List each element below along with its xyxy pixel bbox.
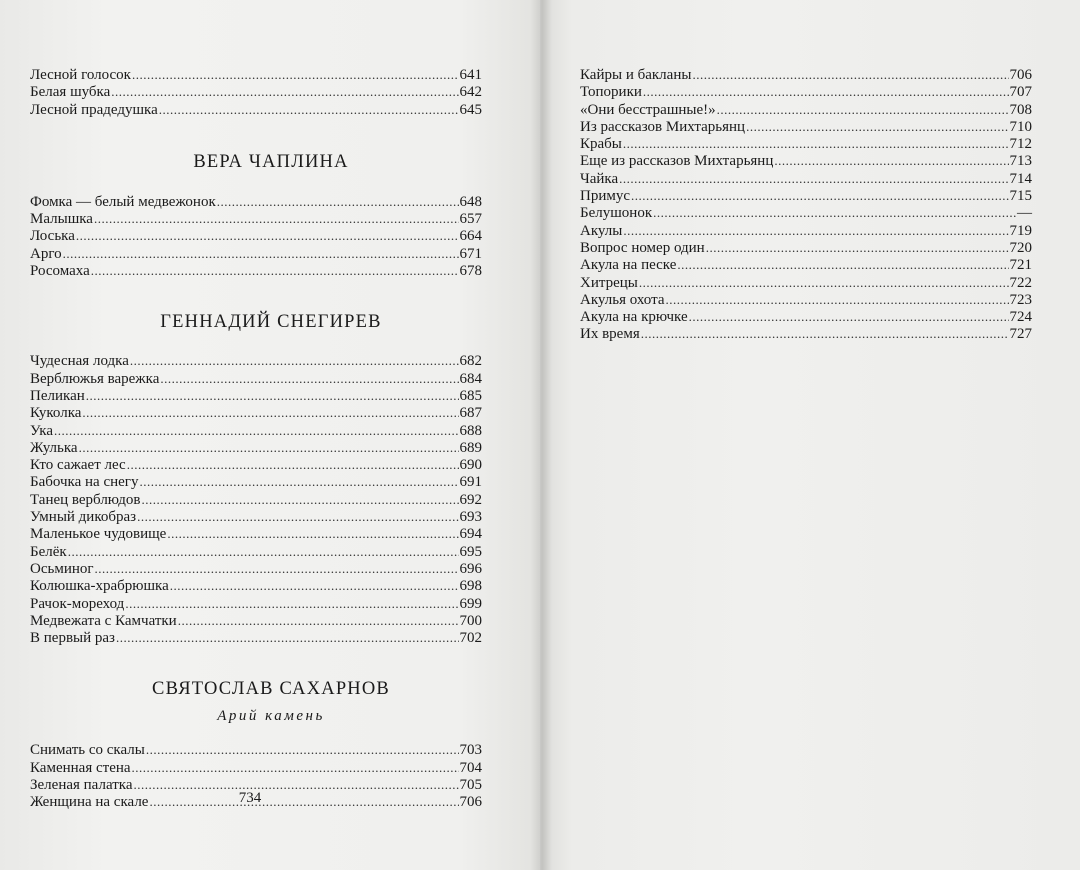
- toc-entry: [30, 595, 482, 612]
- leader-dots: [665, 291, 1008, 308]
- entry-page: 715: [1009, 188, 1032, 205]
- entry-page: 695: [459, 543, 482, 560]
- leader-dots: [641, 325, 1009, 342]
- toc-entry: [30, 629, 482, 646]
- author-heading: ВЕРА ЧАПЛИНА: [193, 151, 349, 172]
- entry-page: 707: [1009, 84, 1032, 101]
- leader-dots: [146, 741, 459, 758]
- entry-page: 708: [1009, 101, 1032, 118]
- toc-entry: [30, 612, 482, 629]
- entry-title: «Они бесстрашные!»: [580, 101, 716, 118]
- entry-page: 693: [459, 509, 482, 526]
- toc-entry: [580, 152, 1032, 169]
- entry-title: Акула на песке: [580, 257, 677, 274]
- leader-dots: [717, 101, 1009, 118]
- toc-entry: [30, 404, 482, 421]
- entry-title: Верблюжья варежка: [30, 370, 160, 387]
- entry-title: Медвежата с Камчатки: [30, 612, 177, 629]
- entry-page: 712: [1009, 136, 1032, 153]
- entry-title: Куколка: [30, 405, 82, 422]
- toc-entry: [580, 187, 1032, 204]
- entry-page: 721: [1009, 257, 1032, 274]
- toc-entry: [30, 66, 482, 83]
- entry-page: 703: [459, 742, 482, 759]
- leader-dots: [159, 101, 459, 118]
- entry-page: 698: [459, 578, 482, 595]
- toc-entry: [30, 370, 482, 387]
- leader-dots: [137, 508, 458, 525]
- leader-dots: [619, 170, 1008, 187]
- entry-title: Жулька: [30, 439, 78, 456]
- entry-page: 678: [459, 263, 482, 280]
- left-toc-column: [30, 66, 482, 811]
- entry-title: Лесной голосок: [30, 67, 131, 83]
- toc-entry: [580, 274, 1032, 291]
- entry-title: Танец верблюдов: [30, 491, 141, 508]
- leader-dots: [111, 83, 458, 100]
- toc-entry: [30, 227, 482, 244]
- leader-dots: [689, 308, 1009, 325]
- toc-entry: [30, 491, 482, 508]
- leader-dots: [217, 193, 459, 210]
- entry-page: 687: [459, 405, 482, 422]
- toc-entry: [580, 118, 1032, 135]
- entry-title: Фомка — белый медвежонок: [30, 193, 216, 210]
- toc-entry: [30, 387, 482, 404]
- entry-title: Кайры и бакланы: [580, 67, 692, 83]
- entry-title: В первый раз: [30, 630, 115, 647]
- entry-page: 727: [1009, 326, 1032, 343]
- entry-title: Бабочка на снегу: [30, 474, 139, 491]
- entry-page: 699: [459, 595, 482, 612]
- entry-page: 723: [1009, 291, 1032, 308]
- toc-entry: [30, 473, 482, 490]
- entry-title: Примус: [580, 188, 631, 205]
- entry-title: Акула на крючке: [580, 309, 688, 326]
- entry-page: 714: [1009, 170, 1032, 187]
- toc-entry: [30, 525, 482, 542]
- entry-title: Крабы: [580, 136, 622, 153]
- toc-entry: [580, 170, 1032, 187]
- entry-title: Колюшка-храбрюшка: [30, 578, 169, 595]
- entry-title: Лесной прадедушка: [30, 101, 158, 118]
- entry-page: 722: [1009, 274, 1032, 291]
- author-heading: ГЕННАДИЙ СНЕГИРЕВ: [160, 312, 382, 333]
- leader-dots: [746, 118, 1008, 135]
- leader-dots: [178, 612, 459, 629]
- leader-dots: [623, 222, 1008, 239]
- toc-entry: [580, 135, 1032, 152]
- entry-page: 694: [459, 526, 482, 543]
- toc-entry: [580, 66, 1032, 83]
- entry-title: Белёк: [30, 543, 67, 560]
- toc-entry: [580, 101, 1032, 118]
- leader-dots: [63, 245, 459, 262]
- entry-title: Топорики: [580, 84, 642, 101]
- entry-page: 671: [459, 245, 482, 262]
- entry-title: Каменная стена: [30, 759, 131, 776]
- leader-dots: [132, 66, 459, 83]
- toc-entry: [30, 759, 482, 776]
- section-entries: [30, 352, 482, 646]
- toc-entry: [580, 325, 1032, 342]
- entry-title: Чудесная лодка: [30, 353, 129, 370]
- toc-entry: [30, 560, 482, 577]
- entry-page: 700: [459, 612, 482, 629]
- entry-title: Белушонок: [580, 205, 653, 222]
- toc-entry: [580, 308, 1032, 325]
- toc-entry: [30, 245, 482, 262]
- toc-entry: [30, 741, 482, 758]
- entry-page: —: [1017, 205, 1032, 222]
- collection-subheading: Арий камень: [217, 708, 325, 725]
- leader-dots: [706, 239, 1009, 256]
- entry-title: Белая шубка: [30, 84, 111, 101]
- leader-dots: [79, 439, 459, 456]
- entry-title: Чайка: [580, 170, 619, 187]
- entry-title: Акулья охота: [580, 291, 665, 308]
- entry-page: 710: [1009, 118, 1032, 135]
- leader-dots: [95, 560, 459, 577]
- entry-title: Умный дикобраз: [30, 509, 137, 526]
- toc-entry: [30, 456, 482, 473]
- entry-page: 664: [459, 228, 482, 245]
- author-heading: СВЯТОСЛАВ САХАРНОВ: [152, 679, 390, 700]
- toc-entry: [580, 256, 1032, 273]
- leader-dots: [132, 759, 459, 776]
- entry-title: Рачок-мореход: [30, 595, 125, 612]
- entry-page: 713: [1009, 153, 1032, 170]
- toc-entry: [580, 222, 1032, 239]
- toc-entry: [30, 101, 482, 118]
- leader-dots: [149, 793, 458, 810]
- toc-entry: [30, 352, 482, 369]
- entry-page: 720: [1009, 239, 1032, 256]
- entry-title: Акулы: [580, 222, 623, 239]
- book-gutter: [530, 0, 552, 870]
- leader-dots: [82, 404, 458, 421]
- leader-dots: [160, 370, 458, 387]
- entry-page: 642: [459, 84, 482, 101]
- toc-entry: [30, 83, 482, 100]
- entry-title: Из рассказов Михтарьянц: [580, 118, 746, 135]
- entry-page: 705: [459, 777, 482, 794]
- toc-entry: [580, 291, 1032, 308]
- entry-page: 648: [459, 193, 482, 210]
- leader-dots: [170, 577, 459, 594]
- leader-dots: [127, 456, 459, 473]
- entry-page: 688: [459, 422, 482, 439]
- leader-dots: [76, 227, 459, 244]
- entry-page: 645: [459, 101, 482, 118]
- toc-entry: [580, 239, 1032, 256]
- leader-dots: [86, 387, 459, 404]
- entry-title: Женщина на скале: [30, 794, 149, 811]
- leader-dots: [653, 204, 1016, 221]
- toc-entry: [30, 210, 482, 227]
- entry-page: 641: [459, 67, 482, 83]
- leader-dots: [130, 352, 459, 369]
- entry-page: 657: [459, 211, 482, 228]
- entry-title: Лоська: [30, 228, 75, 245]
- entry-title: Вопрос номер один: [580, 239, 705, 256]
- entry-page: 689: [459, 439, 482, 456]
- entry-title: Росомаха: [30, 263, 90, 280]
- entry-page: 704: [459, 759, 482, 776]
- toc-entry: [30, 422, 482, 439]
- leader-dots: [677, 256, 1008, 273]
- entry-title: Арго: [30, 245, 62, 262]
- leader-dots: [134, 776, 459, 793]
- leader-dots: [141, 491, 458, 508]
- leader-dots: [54, 422, 458, 439]
- entry-title: Кто сажает лес: [30, 457, 126, 474]
- entry-title: Малышка: [30, 211, 93, 228]
- entry-title: Ука: [30, 422, 54, 439]
- entry-page: 684: [459, 370, 482, 387]
- page-number: 734: [238, 790, 262, 806]
- section-entries: [30, 193, 482, 279]
- entry-page: 702: [459, 630, 482, 647]
- leader-dots: [692, 66, 1008, 83]
- leader-dots: [623, 135, 1009, 152]
- entry-page: 682: [459, 353, 482, 370]
- entry-title: Пеликан: [30, 387, 85, 404]
- entry-title: Осьминог: [30, 560, 94, 577]
- top-entries: [30, 66, 482, 118]
- toc-entry: [30, 508, 482, 525]
- entry-page: 719: [1009, 222, 1032, 239]
- entry-page: 690: [459, 457, 482, 474]
- leader-dots: [639, 274, 1009, 291]
- leader-dots: [643, 83, 1009, 100]
- leader-dots: [68, 543, 459, 560]
- leader-dots: [116, 629, 459, 646]
- entry-page: 685: [459, 387, 482, 404]
- leader-dots: [167, 525, 458, 542]
- entry-title: Их время: [580, 326, 640, 343]
- entry-title: Маленькое чудовище: [30, 526, 167, 543]
- toc-entry: [580, 83, 1032, 100]
- leader-dots: [774, 152, 1008, 169]
- entry-page: 724: [1009, 309, 1032, 326]
- leader-dots: [139, 473, 458, 490]
- leader-dots: [94, 210, 459, 227]
- entry-page: 692: [459, 491, 482, 508]
- entry-page: 706: [1009, 67, 1032, 83]
- entry-title: Еще из рассказов Михтарьянц: [580, 153, 774, 170]
- entry-page: 696: [459, 560, 482, 577]
- toc-entry: [30, 262, 482, 279]
- entry-title: Снимать со скалы: [30, 742, 145, 759]
- leader-dots: [631, 187, 1008, 204]
- toc-entry: [580, 204, 1032, 221]
- leader-dots: [125, 595, 458, 612]
- entry-title: Зеленая палатка: [30, 777, 133, 794]
- toc-entry: [30, 577, 482, 594]
- leader-dots: [91, 262, 459, 279]
- entry-page: 706: [459, 794, 482, 811]
- toc-entry: [30, 543, 482, 560]
- entry-title: Хитрецы: [580, 274, 638, 291]
- toc-entry: [30, 193, 482, 210]
- entry-page: 691: [459, 474, 482, 491]
- toc-entry: [30, 439, 482, 456]
- right-toc-column: [580, 66, 1032, 343]
